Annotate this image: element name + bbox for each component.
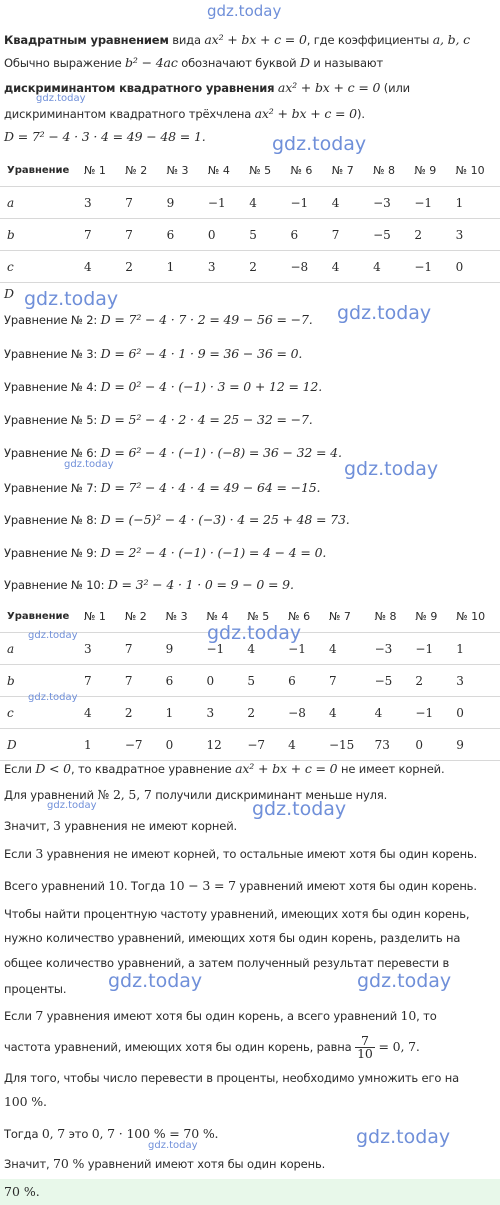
table-row: b 7 7 6 0 5 6 7 −5 2 3 — [0, 219, 500, 251]
equation-line: Уравнение № 8: D = (−5)² − 4 · (−3) · 4 = 25 + 48 = 73. — [4, 512, 350, 527]
intro-line-1: Квадратным уравнением вида ax² + bx + c = 0, где коэффициенты a, b, c — [4, 32, 471, 47]
text-line: Для уравнений № 2, 5, 7 получили дискриминант меньше нуля. — [4, 787, 388, 802]
text-line: нужно количество уравнений, имеющих хотя бы один корень, разделить на — [4, 931, 461, 945]
equation-line: Уравнение № 2: D = 7² − 4 · 7 · 2 = 49 − 56 = −7. — [4, 312, 313, 327]
text-line: Если 7 уравнения имеют хотя бы один корень, а всего уравнений 10, то — [4, 1008, 437, 1023]
text-line: Всего уравнений 10. Тогда 10 − 3 = 7 уравнений имеют хотя бы один корень. — [4, 878, 477, 893]
text-line: 100 %. — [4, 1094, 47, 1109]
watermark: gdz.today — [36, 93, 86, 104]
table-row: c 4 2 1 3 2 −8 4 4 −1 0 — [0, 251, 500, 283]
table-row: Уравнение № 1 № 2 № 3 № 4 № 5 № 6 № 7 № 8 № 9 № 10 — [0, 155, 500, 187]
answer-text: 70 %. — [4, 1184, 40, 1199]
equation-line: Уравнение № 5: D = 5² − 4 · 2 · 4 = 25 − 32 = −7. — [4, 412, 313, 427]
text-line: Если 3 уравнения не имеют корней, то остальные имеют хотя бы один корень. — [4, 846, 478, 861]
table1-d-label: D — [4, 286, 14, 301]
intro-line-3: дискриминантом квадратного уравнения ax² + bx + c = 0 (или — [4, 80, 410, 95]
watermark: gdz.today — [337, 302, 432, 324]
answer-box — [0, 1179, 500, 1205]
text-line: Чтобы найти процентную частоту уравнений, имеющих хотя бы один корень, — [4, 907, 470, 921]
watermark: gdz.today — [207, 622, 302, 644]
watermark: gdz.today — [356, 1126, 451, 1148]
equation-line: Уравнение № 7: D = 7² − 4 · 4 · 4 = 49 − 64 = −15. — [4, 480, 321, 495]
table-row: Уравнение № 1 № 2 № 3 № 4 № 5 № 6 № 7 № 8 № 9 № 10 — [0, 601, 500, 633]
equation-line: Уравнение № 9: D = 2² − 4 · (−1) · (−1) = 4 − 4 = 0. — [4, 545, 327, 560]
text-line: общее количество уравнений, а затем полученный результат перевести в — [4, 956, 450, 970]
watermark: gdz.today — [272, 133, 367, 155]
text-line: Значит, 3 уравнения не имеют корней. — [4, 818, 238, 833]
intro-line-2: Обычно выражение b² − 4ac обозначают буквой D и называют — [4, 55, 383, 70]
table-row: c 4 2 1 3 2 −8 4 4 −1 0 — [0, 697, 500, 729]
watermark: gdz.today — [148, 1140, 198, 1151]
coefficients-table — [0, 155, 500, 283]
table-row: b 7 7 6 0 5 6 7 −5 2 3 — [0, 665, 500, 697]
discriminant-table — [0, 601, 500, 761]
watermark: gdz.today — [28, 630, 78, 641]
equation-line: Уравнение № 4: D = 0² − 4 · (−1) · 3 = 0 + 12 = 12. — [4, 379, 323, 394]
fraction: $\frac{7}{10}$ — [357, 1033, 373, 1061]
text-line: проценты. — [4, 982, 67, 996]
table-row: a 3 7 9 −1 4 −1 4 −3 −1 1 — [0, 187, 500, 219]
text-line: частота уравнений, имеющих хотя бы один корень, равна $\frac{7}{10}$ = 0, 7. — [4, 1033, 420, 1061]
text-line: Для того, чтобы число перевести в проценты, необходимо умножить его на — [4, 1071, 460, 1085]
intro-line-4: дискриминантом квадратного трёхчлена ax² + bx + c = 0). — [4, 106, 365, 121]
equation-line: Уравнение № 3: D = 6² − 4 · 1 · 9 = 36 − 36 = 0. — [4, 346, 303, 361]
watermark: gdz.today — [28, 692, 78, 703]
watermark: gdz.today — [47, 800, 97, 811]
intro-line-5: D = 7² − 4 · 3 · 4 = 49 − 48 = 1. — [4, 129, 206, 144]
watermark: gdz.today — [24, 288, 119, 310]
text-line: Значит, 70 % уравнений имеют хотя бы один корень. — [4, 1156, 326, 1171]
watermark: gdz.today — [207, 2, 282, 20]
watermark: gdz.today — [357, 970, 452, 992]
watermark: gdz.today — [64, 459, 114, 470]
text-line: Если D < 0, то квадратное уравнение ax² + bx + c = 0 не имеет корней. — [4, 761, 445, 776]
table-row: a 3 7 9 −1 4 −1 4 −3 −1 1 — [0, 633, 500, 665]
watermark: gdz.today — [252, 798, 347, 820]
watermark: gdz.today — [344, 458, 439, 480]
text-line: Тогда 0, 7 это 0, 7 · 100 % = 70 %. — [4, 1126, 219, 1141]
equation-line: Уравнение № 10: D = 3² − 4 · 1 · 0 = 9 − 0 = 9. — [4, 577, 294, 592]
equation-line: Уравнение № 6: D = 6² − 4 · (−1) · (−8) = 36 − 32 = 4. — [4, 445, 342, 460]
watermark: gdz.today — [108, 970, 203, 992]
table-row: D 1 −7 0 12 −7 4 −15 73 0 9 — [0, 729, 500, 761]
